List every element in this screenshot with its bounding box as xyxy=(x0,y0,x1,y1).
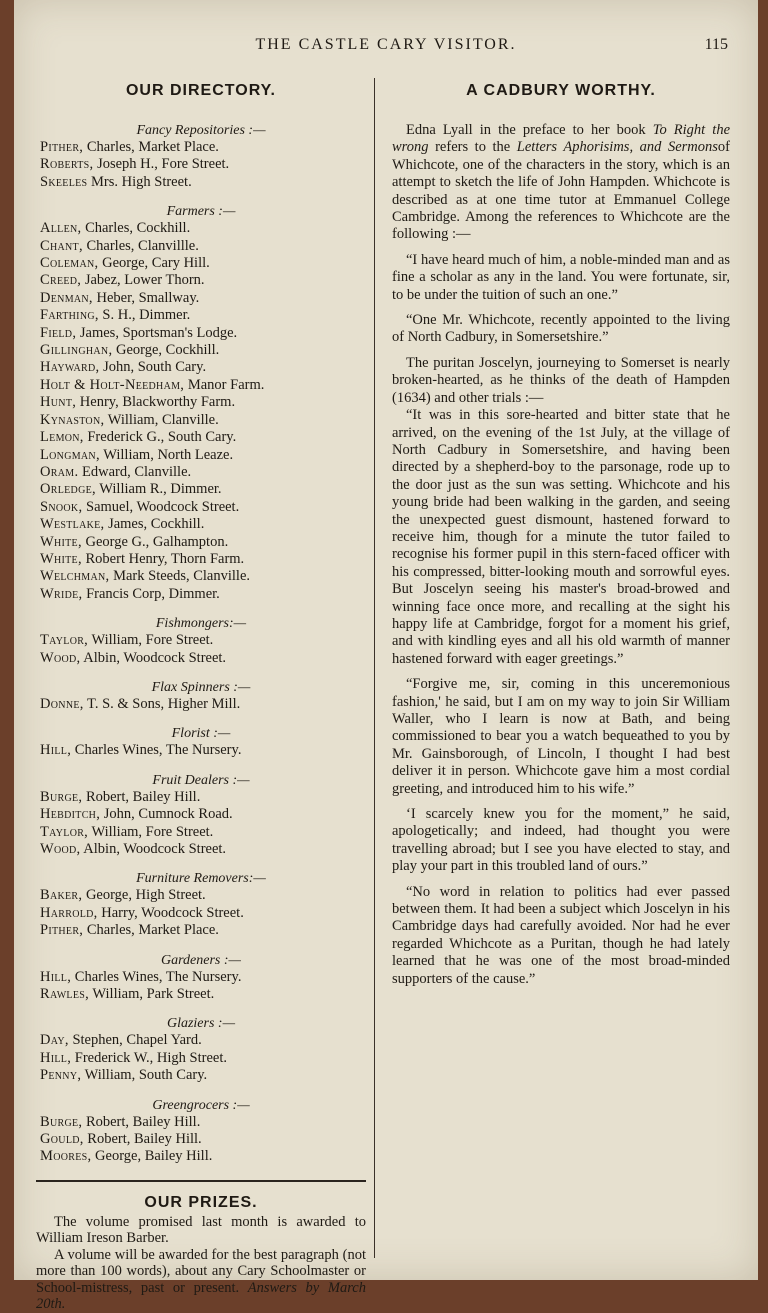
directory-entry xyxy=(40,887,366,904)
entry-surname: Taylor, xyxy=(40,823,89,840)
entry-surname: Snook, xyxy=(40,498,83,515)
entry-details: John, South Cary. xyxy=(99,359,207,376)
article-paragraph-1 xyxy=(392,122,730,244)
entry-details: Jabez, Lower Thorn. xyxy=(81,272,205,289)
prizes-paragraph-1: The volume promised last month is awarded to William Ireson Barber. xyxy=(36,1213,366,1247)
entry-details: Charles, Clanvillle. xyxy=(82,237,199,254)
entry-surname: Hill, xyxy=(40,968,72,985)
entry-details: Frederick W., High Street. xyxy=(71,1049,228,1066)
directory-entry xyxy=(40,1050,366,1067)
directory-entry xyxy=(40,307,366,324)
directory-category: Glaziers :— xyxy=(166,1016,236,1032)
entry-surname: Oram. xyxy=(40,463,79,480)
entry-details: Albin, Woodcock Street. xyxy=(80,649,227,666)
directory-entry xyxy=(40,359,366,376)
directory-entry xyxy=(40,412,366,429)
directory-category: Florist :— xyxy=(171,726,231,742)
entry-details: William, Park Street. xyxy=(89,986,215,1003)
directory-entry xyxy=(40,377,366,394)
entry-details: George, Bailey Hill. xyxy=(91,1148,213,1165)
directory-entry xyxy=(40,516,366,533)
entry-surname: Moores, xyxy=(40,1148,92,1165)
directory-entry xyxy=(40,481,366,498)
entry-details: William, Fore Street. xyxy=(88,823,214,840)
entry-surname: Burge, xyxy=(40,1113,83,1130)
entry-details: John, Cumnock Road. xyxy=(100,806,233,823)
directory-entry xyxy=(40,534,366,551)
directory-category: Fishmongers:— xyxy=(155,616,247,632)
entry-details: S. H., Dimmer. xyxy=(98,307,191,324)
article-paragraph-5: “It was in this sore-hearted and bitter state that he arrived, on the evening of the 1st July, at the village of North Cadbury in Somersetshire, and having been directed by a shepherd-boy to the parsonage, rode up to the door just as the sun was setting. Whichcote and his young bride had been walking in the garden, and seeing the unexpected guest dismount, hastened forward to receive him, though for a minute the tutor failed to recognise his former pupil in this stern-faced officer with his compressed, bitter-looking mouth and sorrowful eyes. But Joscelyn seeing his master's broad-browed and winning face once more, and recalling at the sight his happy life at Cambridge, forgot for a moment his grief, and with kindling eyes and all his old warmth of manner hastened forward with eager greetings.” xyxy=(392,407,730,667)
entry-details: William, Fore Street. xyxy=(88,632,214,649)
entry-surname: Rawles, xyxy=(40,986,90,1003)
entry-details: Mrs. High Street. xyxy=(87,173,192,190)
directory-entry xyxy=(40,1067,366,1084)
entry-surname: Hebditch, xyxy=(40,806,101,823)
article-column xyxy=(392,78,730,996)
entry-surname: Donne, xyxy=(40,695,84,712)
entry-surname: Harrold, xyxy=(40,904,98,921)
entry-details: Robert, Bailey Hill. xyxy=(82,1113,201,1130)
directory-category: Furniture Removers:— xyxy=(136,871,266,887)
directory-entry xyxy=(40,824,366,841)
directory-entry xyxy=(40,568,366,585)
entry-surname: Creed, xyxy=(40,272,82,289)
directory-category: Greengrocers :— xyxy=(152,1097,250,1113)
entry-details: Charles Wines, The Nursery. xyxy=(71,968,242,985)
directory-entry xyxy=(40,342,366,359)
page xyxy=(14,0,758,1313)
entry-surname: Wride, xyxy=(40,585,83,602)
entry-details: George, Cockhill. xyxy=(112,342,220,359)
entry-details: Charles, Cockhill. xyxy=(81,220,191,237)
directory-entry xyxy=(40,464,366,481)
entry-surname: Pither, xyxy=(40,139,84,155)
article-paragraph-4: The puritan Joscelyn, journeying to Somerset is nearly broken-hearted, as he thinks of the death of Hampden (1634) and other trials :— xyxy=(392,354,730,406)
prizes-answers-note: Answers by March 20th. xyxy=(36,1279,366,1313)
article-paragraph-7: ‘I scarcely knew you for the moment,” he said, apologetically; and indeed, had thought you were travelling abroad; but I see you have elected to stay, and play your part in this troubled land of ours.” xyxy=(392,806,730,875)
entry-details: Charles, Market Place. xyxy=(83,139,219,155)
column-divider xyxy=(374,78,375,1258)
entry-details: Robert Henry, Thorn Farm. xyxy=(81,550,245,567)
directory-entry xyxy=(40,632,366,649)
entry-details: Mark Steeds, Clanville. xyxy=(109,568,251,585)
directory-entry xyxy=(40,255,366,272)
entry-surname: Taylor, xyxy=(40,632,89,649)
work-title: Letters Aphorisims, and Sermons xyxy=(516,139,718,156)
directory-entry xyxy=(40,905,366,922)
directory-category: Gardeners :— xyxy=(161,952,241,968)
directory-entry xyxy=(40,447,366,464)
running-title: THE CASTLE CARY VISITOR. xyxy=(255,36,517,53)
entry-surname: Coleman, xyxy=(40,255,99,272)
entry-details: Charles, Market Place. xyxy=(83,922,219,939)
directory-list xyxy=(36,122,366,1166)
page-number: 115 xyxy=(704,36,728,53)
entry-details: James, Cockhill. xyxy=(104,516,205,533)
directory-entry xyxy=(40,139,366,156)
entry-details: Robert, Bailey Hill. xyxy=(82,788,201,805)
directory-entry xyxy=(40,742,366,759)
directory-entry xyxy=(40,429,366,446)
entry-surname: Burge, xyxy=(40,788,83,805)
entry-details: William, South Cary. xyxy=(81,1067,208,1084)
directory-entry xyxy=(40,394,366,411)
entry-surname: Kynaston, xyxy=(40,411,105,428)
entry-details: Frederick G., South Cary. xyxy=(83,429,237,446)
entry-surname: Roberts, xyxy=(40,156,94,173)
entry-surname: Wood, xyxy=(40,649,81,666)
directory-entry xyxy=(40,290,366,307)
entry-surname: Day, xyxy=(40,1032,69,1049)
entry-surname: Allen, xyxy=(40,220,82,237)
article-text: Edna Lyall in the preface to her book xyxy=(406,122,653,138)
entry-surname: Hill, xyxy=(40,742,72,759)
entry-details: James, Sportsman's Lodge. xyxy=(76,324,238,341)
running-head xyxy=(14,36,758,62)
entry-surname: Penny, xyxy=(40,1067,82,1084)
entry-surname: White, xyxy=(40,550,82,567)
entry-surname: Hill, xyxy=(40,1049,72,1066)
directory-entry xyxy=(40,272,366,289)
article-paragraph-2: “I have heard much of him, a noble-minded man and as fine a scholar as any in the land. You were fortunate, sir, to be under the tuition of such an one.” xyxy=(392,251,730,303)
entry-surname: Orledge, xyxy=(40,481,96,498)
entry-surname: White, xyxy=(40,533,82,550)
directory-entry xyxy=(40,325,366,342)
directory-entry xyxy=(40,789,366,806)
directory-entry xyxy=(40,696,366,713)
entry-surname: Skeeles xyxy=(40,173,88,190)
directory-column xyxy=(36,78,366,1313)
directory-entry xyxy=(40,1148,366,1165)
directory-entry xyxy=(40,1114,366,1131)
entry-details: George G., Galhampton. xyxy=(81,533,229,550)
entry-surname: Holt & Holt-Needham, xyxy=(40,376,185,393)
entry-details: William, Clanville. xyxy=(104,411,219,428)
entry-details: Edward, Clanville. xyxy=(78,463,192,480)
directory-category: Fancy Repositories :— xyxy=(136,123,266,138)
article-text: refers to the xyxy=(428,139,517,156)
entry-details: Heber, Smallway. xyxy=(92,289,200,306)
entry-details: Samuel, Woodcock Street. xyxy=(82,498,240,515)
entry-surname: Westlake, xyxy=(40,516,105,533)
entry-details: Charles Wines, The Nursery. xyxy=(71,742,242,759)
directory-entry xyxy=(40,922,366,939)
directory-entry xyxy=(40,586,366,603)
directory-entry xyxy=(40,220,366,237)
article-paragraph-3: “One Mr. Whichcote, recently appointed to the living of North Cadbury, in Somersetshire.” xyxy=(392,312,730,346)
directory-category: Flax Spinners :— xyxy=(151,679,251,695)
entry-details: George, Cary Hill. xyxy=(98,255,210,272)
directory-category: Farmers :— xyxy=(166,204,236,220)
article-heading: A CADBURY WORTHY. xyxy=(466,82,656,99)
entry-details: Henry, Blackworthy Farm. xyxy=(76,394,236,411)
entry-details: Harry, Woodcock Street. xyxy=(97,904,244,921)
entry-surname: Hayward, xyxy=(40,359,100,376)
entry-surname: Gillinghan, xyxy=(40,342,113,359)
directory-entry xyxy=(40,806,366,823)
entry-details: William, North Leaze. xyxy=(99,446,234,463)
prizes-paragraph-2-text: A volume will be awarded for the best paragraph (not more than 100 words), about any Cary Schoolmaster or School-mistress, past or present. xyxy=(36,1246,366,1296)
directory-entry xyxy=(40,174,366,191)
entry-details: Albin, Woodcock Street. xyxy=(80,841,227,857)
entry-details: Francis Corp, Dimmer. xyxy=(82,585,220,602)
directory-entry xyxy=(40,499,366,516)
entry-details: T. S. & Sons, Higher Mill. xyxy=(83,695,241,712)
entry-surname: Welchman, xyxy=(40,568,110,585)
entry-surname: Farthing, xyxy=(40,307,99,324)
entry-surname: Lemon, xyxy=(40,429,84,446)
directory-entry xyxy=(40,986,366,1003)
article-paragraph-8: “No word in relation to politics had ever passed between them. It had been a subject which Joscelyn in his Cambridge days had carefully avoided. Nor had he ever regarded Whichcote as a Puritan, though he had lately learned that he was one of the most broad-minded supporters of the cause.” xyxy=(392,883,730,987)
directory-entry xyxy=(40,238,366,255)
directory-entry xyxy=(40,969,366,986)
directory-entry xyxy=(40,1032,366,1049)
entry-surname: Hunt, xyxy=(40,394,77,411)
entry-surname: Gould, xyxy=(40,1131,84,1148)
prizes-heading: OUR PRIZES. xyxy=(144,1193,258,1211)
book-title: To Right the wrong xyxy=(392,122,730,156)
directory-entry xyxy=(40,156,366,173)
directory-entry xyxy=(40,1131,366,1148)
entry-surname: Pither, xyxy=(40,922,84,939)
entry-surname: Field, xyxy=(40,324,77,341)
entry-details: Robert, Bailey Hill. xyxy=(83,1131,202,1148)
entry-details: George, High Street. xyxy=(82,887,206,904)
article-paragraph-6: “Forgive me, sir, coming in this unceremonious fashion,' he said, but I am on my way to join Sir William Waller, who I learn is now at Bath, and being commissioned to bear you a watch bequeathed to you by Mr. Gainsborough, of Lincoln, I thought I had best deliver it in person. Whichcote gave him a most cordial greeting, and introduced him to his wife.” xyxy=(392,676,730,797)
directory-heading: OUR DIRECTORY. xyxy=(125,82,276,99)
directory-entry xyxy=(40,650,366,667)
entry-surname: Longman, xyxy=(40,446,100,463)
directory-category: Fruit Dealers :— xyxy=(152,772,250,788)
article-text: of Whichcote, one of the characters in the story, which is an attempt to sketch the life of John Hampden. Whichcote is described as at one time tutor at Emmanuel College Cambridge. Among the references to Whichcote are the following :— xyxy=(392,139,730,243)
entry-surname: Wood, xyxy=(40,841,81,857)
directory-entry xyxy=(40,551,366,568)
entry-details: Joseph H., Fore Street. xyxy=(93,156,230,173)
entry-details: William R., Dimmer. xyxy=(95,481,222,498)
entry-details: Manor Farm. xyxy=(184,376,265,393)
section-rule xyxy=(36,1180,366,1182)
directory-entry xyxy=(40,841,366,858)
entry-surname: Denman, xyxy=(40,289,93,306)
prizes-section xyxy=(36,1194,366,1313)
entry-surname: Baker, xyxy=(40,887,83,904)
entry-details: Stephen, Chapel Yard. xyxy=(68,1032,202,1049)
entry-surname: Chant, xyxy=(40,237,83,254)
